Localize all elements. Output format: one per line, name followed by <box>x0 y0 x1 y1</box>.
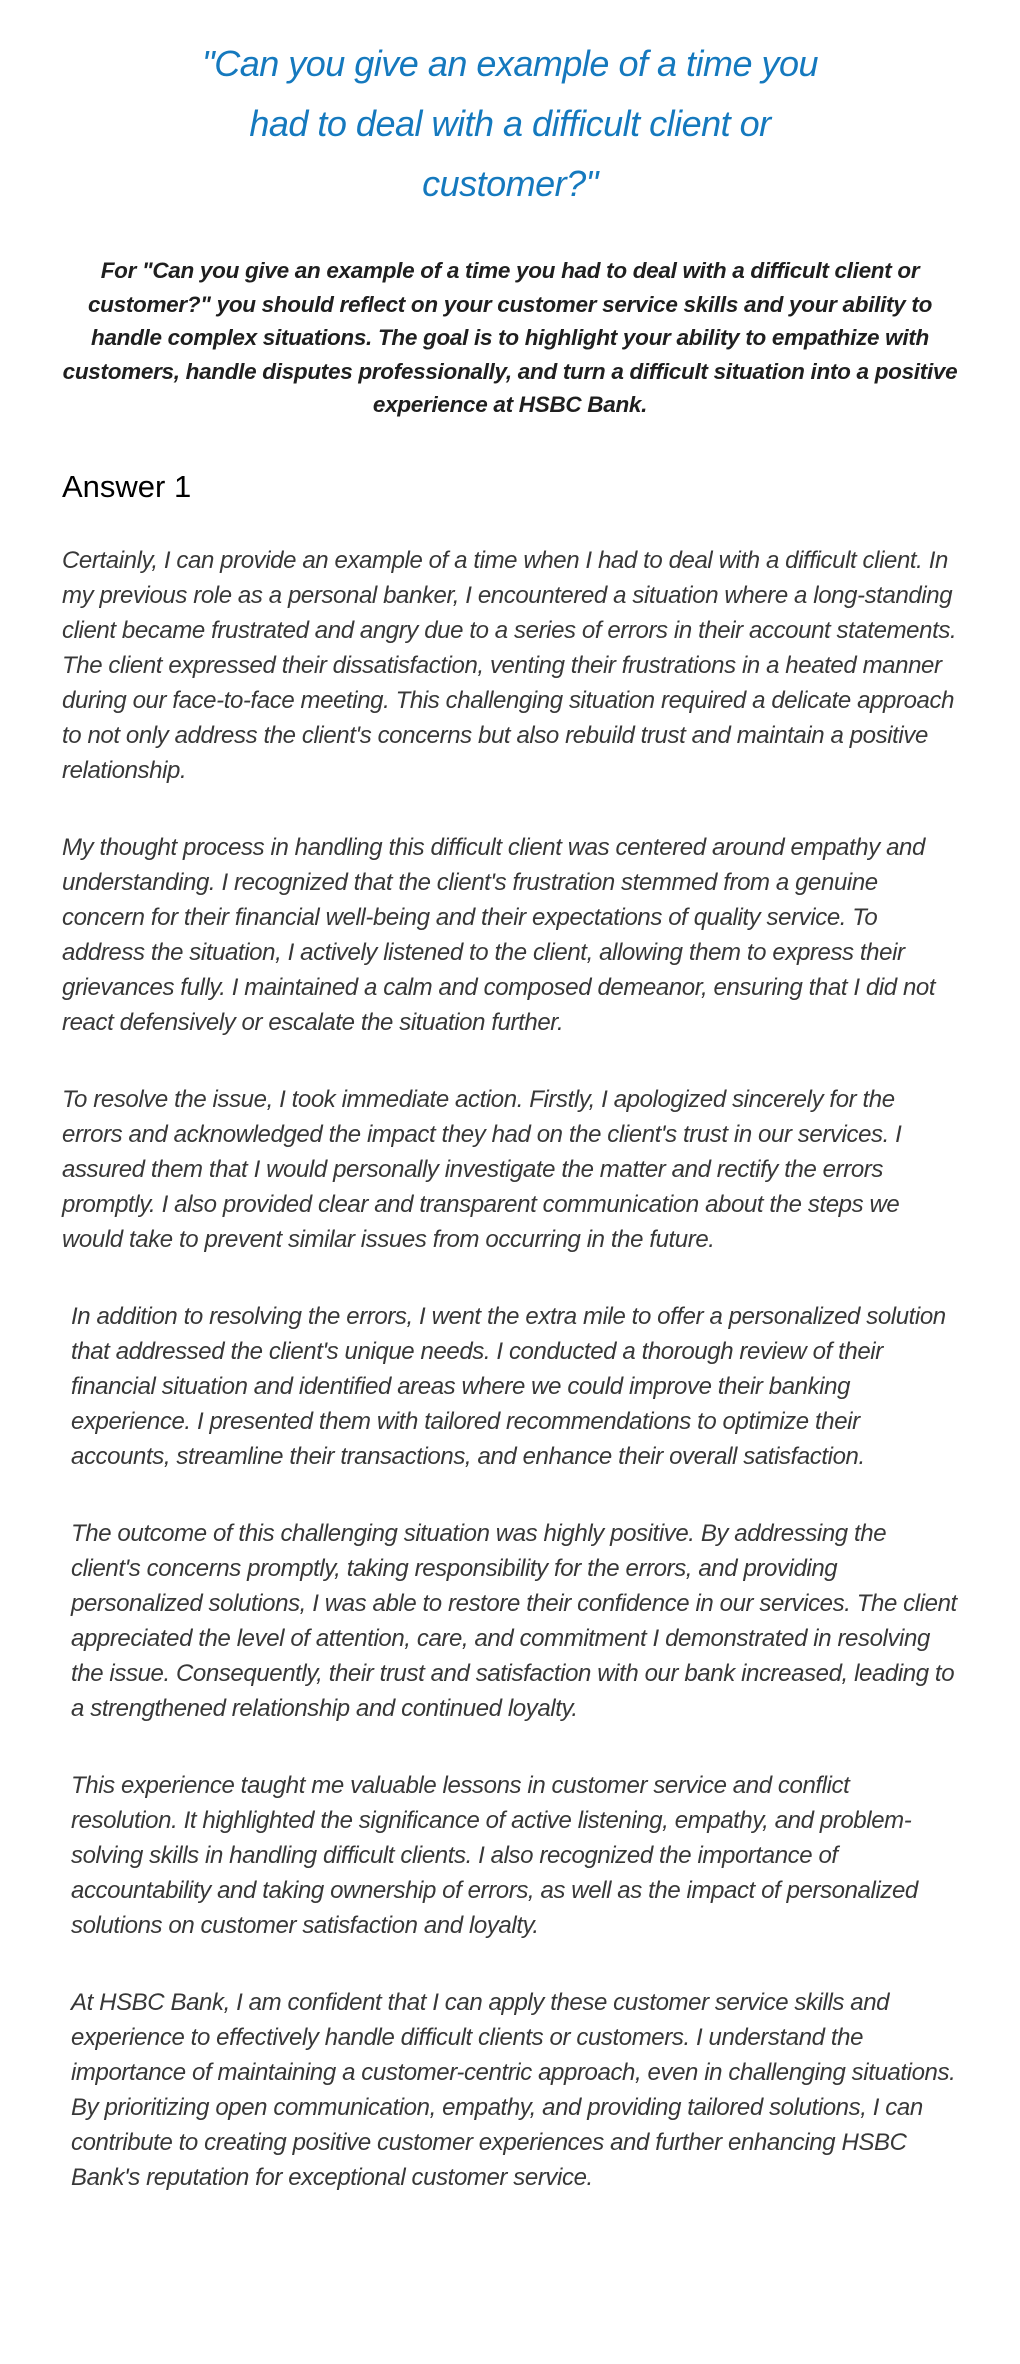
question-title-line: customer?" <box>422 163 598 204</box>
answer-paragraph: At HSBC Bank, I am confident that I can apply these customer service skills and experience to effectively handle difficult clients or customers. I understand the importance of maintaining a customer-centric approach, even in challenging situations. By prioritizing open communication, empathy, and providing tailored solutions, I can contribute to creating positive customer experiences and further enhancing HSBC Bank's reputation for exceptional customer service. <box>71 1988 956 2191</box>
answer-paragraphs <box>62 543 958 2195</box>
answer-paragraph: The outcome of this challenging situation was highly positive. By addressing the client's concerns promptly, taking responsibility for the errors, and providing personalized solutions, I was able to restore their confidence in our services. The client appreciated the level of attention, care, and commitment I demonstrated in resolving the issue. Consequently, their trust and satisfaction with our bank increased, leading to a strengthened relationship and continued loyalty. <box>71 1519 957 1722</box>
answer-heading: Answer 1 <box>62 468 192 504</box>
question-intro: For "Can you give an example of a time you had to deal with a difficult client or customer?" you should reflect on your customer service skills and your ability to handle complex situations. The goal is to highlight your ability to empathize with customers, handle disputes professionally, and turn a difficult situation into a positive experience at HSBC Bank. <box>62 258 958 417</box>
answer-paragraph: This experience taught me valuable lessons in customer service and conflict resolution. It highlighted the significance of active listening, empathy, and problem-solving skills in handling difficult clients. I also recognized the importance of accountability and taking ownership of errors, as well as the impact of personalized solutions on customer satisfaction and loyalty. <box>71 1771 918 1939</box>
answer-paragraph: In addition to resolving the errors, I went the extra mile to offer a personalized solution that addressed the client's unique needs. I conducted a thorough review of their financial situation and identified areas where we could improve their banking experience. I presented them with tailored recommendations to optimize their accounts, streamline their transactions, and enhance their overall satisfaction. <box>71 1302 946 1470</box>
answer-paragraph: My thought process in handling this difficult client was centered around empathy and understanding. I recognized that the client's frustration stemmed from a genuine concern for their financial well-being and their expectations of quality service. To address the situation, I actively listened to the client, allowing them to express their grievances fully. I maintained a calm and composed demeanor, ensuring that I did not react defensively or escalate the situation further. <box>62 833 936 1036</box>
question-title-line: had to deal with a difficult client or <box>249 103 771 144</box>
answer-paragraph: To resolve the issue, I took immediate action. Firstly, I apologized sincerely for the errors and acknowledged the impact they had on the client's trust in our services. I assured them that I would personally investigate the matter and rectify the errors promptly. I also provided clear and transparent communication about the steps we would take to prevent similar issues from occurring in the future. <box>62 1085 902 1253</box>
question-title-line: "Can you give an example of a time you <box>201 43 819 84</box>
answer-paragraph: Certainly, I can provide an example of a time when I had to deal with a difficult client. In my previous role as a personal banker, I encountered a situation where a long-standing client became frustrated and angry due to a series of errors in their account statements. The client expressed their dissatisfaction, venting their frustrations in a heated manner during our face-to-face meeting. This challenging situation required a delicate approach to not only address the client's concerns but also rebuild trust and maintain a positive relationship. <box>62 546 957 784</box>
question-title <box>140 34 880 214</box>
